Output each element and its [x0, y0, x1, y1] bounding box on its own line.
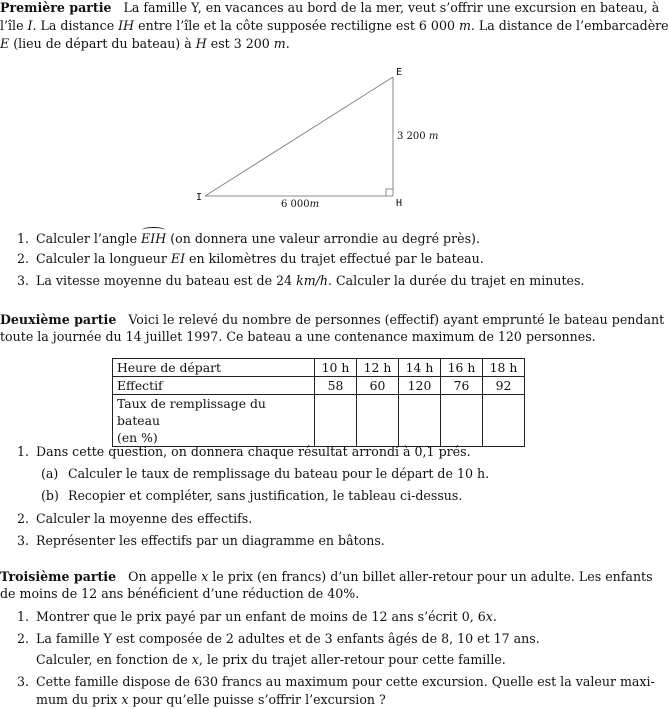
p2-q3-number: 3.: [17, 533, 30, 548]
right-angle-marker: [386, 189, 393, 196]
part3-intro-line2: de moins de 12 ans bénéficient d’une réduction de 40%.: [0, 586, 360, 601]
p1-q3-number: 3.: [17, 273, 30, 288]
text: .: [492, 609, 497, 624]
p3-q2-line2: [36, 651, 506, 669]
part3-intro-line1: [0, 568, 653, 586]
table-cell: 92: [483, 377, 525, 395]
math-E: E: [0, 36, 10, 51]
text: Calculer la longueur: [36, 251, 171, 266]
p2-q1-number: 1.: [17, 444, 30, 459]
part3-heading: Troisième partie: [0, 569, 117, 584]
p1-q2-number: 2.: [17, 251, 30, 266]
text: l’île: [0, 18, 28, 33]
p1-q1-number: 1.: [17, 231, 30, 246]
p2-q2-number: 2.: [17, 511, 30, 526]
math-x: x: [485, 609, 493, 624]
part2-intro-line1: [0, 311, 664, 329]
text: , le prix du trajet aller-retour pour cette famille.: [198, 652, 506, 667]
table-row-hours: [113, 359, 525, 377]
table-row-taux: [113, 395, 525, 447]
p2-q2: Calculer la moyenne des effectifs.: [36, 511, 253, 526]
value: 6 000: [281, 199, 310, 210]
row-header: Effectif: [113, 377, 315, 395]
text: . Calculer la durée du trajet en minutes.: [328, 273, 585, 288]
label-H: H: [396, 198, 403, 209]
segment-IE: [205, 77, 393, 196]
text: Taux de remplissage du bateau: [117, 396, 266, 428]
text: . La distance de l’embarcadère: [470, 18, 669, 33]
label-EH-length: [397, 131, 438, 142]
math-x: x: [201, 569, 209, 584]
p2-q1a: Calculer le taux de remplissage du bateau pour le départ de 10 h.: [68, 466, 490, 481]
text: entre l’île et la côte supposée rectiligne est 6 000: [134, 18, 459, 33]
text: On appelle: [128, 569, 202, 584]
p3-q3-number: 3.: [17, 674, 30, 689]
table-cell: 58: [315, 377, 357, 395]
table-cell-empty: [483, 395, 525, 447]
triangle-figure: [0, 0, 634, 220]
unit: m: [309, 199, 320, 210]
table-cell: 76: [441, 377, 483, 395]
p3-q1-number: 1.: [17, 609, 30, 624]
text: (on donnera une valeur arrondie au degré près).: [166, 231, 480, 246]
p1-q3: [36, 272, 584, 290]
table-cell: 120: [399, 377, 441, 395]
p2-q1b-number: (b): [41, 488, 59, 503]
text: mum du prix: [36, 692, 122, 707]
text: pour qu’elle puisse s’offrir l’excursion ?: [128, 692, 386, 707]
text: .: [285, 36, 290, 51]
table-cell-empty: [441, 395, 483, 447]
text: La vitesse moyenne du bateau est de 24: [36, 273, 297, 288]
unit: m: [428, 131, 439, 142]
math-x: x: [121, 692, 129, 707]
text: (en %): [117, 430, 158, 445]
math-m: m: [273, 36, 286, 51]
p2-q3: Représenter les effectifs par un diagramme en bâtons.: [36, 533, 385, 548]
part2-heading: Deuxième partie: [0, 312, 117, 327]
text: . La distance: [32, 18, 119, 33]
p3-q2-number: 2.: [17, 631, 30, 646]
math-m: m: [458, 18, 471, 33]
label-I: I: [196, 192, 203, 203]
effectif-table: [112, 358, 525, 447]
math-x: x: [191, 652, 199, 667]
row-header: [113, 395, 315, 447]
math-IH: IH: [118, 18, 135, 33]
math-EI: EI: [170, 251, 186, 266]
table-cell: 60: [357, 377, 399, 395]
text: Montrer que le prix payé par un enfant de moins de 12 ans s’écrit 0, 6: [36, 609, 486, 624]
math-kmh: km/h: [296, 273, 329, 288]
text: (lieu de départ du bateau) à: [9, 36, 196, 51]
p3-q1: [36, 608, 497, 626]
table-cell: 14 h: [399, 359, 441, 377]
part1-heading: Première partie: [0, 0, 112, 15]
p2-q1b: Recopier et compléter, sans justification, le tableau ci-dessus.: [68, 488, 463, 503]
text: est 3 200: [206, 36, 274, 51]
text: en kilomètres du trajet effectué par le bateau.: [185, 251, 484, 266]
table-cell: 18 h: [483, 359, 525, 377]
part2-intro-text: Voici le relevé du nombre de personnes (effectif) ayant emprunté le bateau pendant: [128, 312, 665, 327]
math-I: I: [27, 18, 33, 33]
p1-q2: [36, 250, 484, 268]
p3-q3-line1: Cette famille dispose de 630 francs au maximum pour cette excursion. Quelle est la valeur maxi-: [36, 674, 655, 689]
row-header: Heure de départ: [113, 359, 315, 377]
p3-q3-line2: [36, 691, 386, 709]
value: 3 200: [397, 131, 426, 142]
table-cell: 16 h: [441, 359, 483, 377]
p3-q2-line1: La famille Y est composée de 2 adultes et de 3 enfants âgés de 8, 10 et 17 ans.: [36, 631, 540, 646]
table-cell-empty: [315, 395, 357, 447]
p1-q1: [36, 230, 480, 248]
p2-q1: Dans cette question, on donnera chaque résultat arrondi à 0,1 prés.: [36, 444, 471, 459]
part1-intro-text: La famille Y, en vacances au bord de la mer, veut s’offrir une excursion en bateau, à: [123, 0, 660, 15]
angle-EIH: EIH: [141, 231, 167, 246]
table-cell-empty: [357, 395, 399, 447]
text: Calculer, en fonction de: [36, 652, 192, 667]
text: le prix (en francs) d’un billet aller-retour pour un adulte. Les enfants: [208, 569, 653, 584]
part2-intro-line2: toute la journée du 14 juillet 1997. Ce bateau a une contenance maximum de 120 personnes.: [0, 329, 596, 344]
table-row-effectif: [113, 377, 525, 395]
p2-q1a-number: (a): [41, 466, 59, 481]
table-cell: 10 h: [315, 359, 357, 377]
label-IH-length: [281, 199, 319, 210]
table-cell: 12 h: [357, 359, 399, 377]
math-H: H: [195, 36, 207, 51]
label-E: E: [396, 67, 403, 78]
table-cell-empty: [399, 395, 441, 447]
text: Calculer l’angle: [36, 231, 142, 246]
